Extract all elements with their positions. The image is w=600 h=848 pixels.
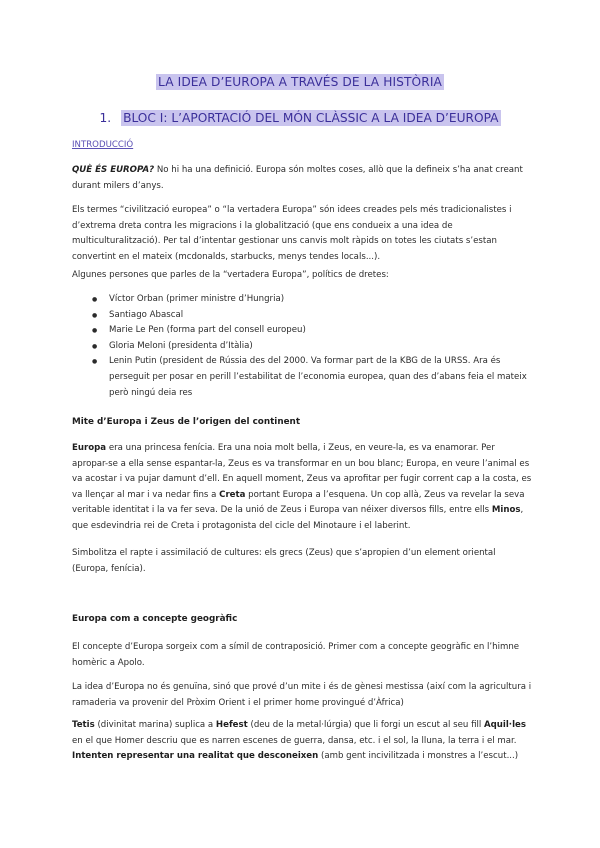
list-item: ● Santiago Abascal bbox=[92, 308, 532, 324]
myth-symbol-paragraph: Simbolitza el rapte i assimilació de cultures: els grecs (Zeus) que s’apropien d’un element oriental (Europa, fenícia). bbox=[72, 548, 496, 574]
section-geo-heading-block bbox=[72, 612, 532, 628]
bold-tetis: Tetis bbox=[72, 720, 95, 730]
politicians-list bbox=[92, 292, 532, 401]
bold-intenten: Intenten representar una realitat que desconeixen bbox=[72, 751, 319, 762]
myth-paragraph bbox=[72, 441, 532, 535]
subtitle: BLOC I: L’APORTACIÓ DEL MÓN CLÀSSIC A LA IDEA D’EUROPA bbox=[123, 111, 499, 125]
bold-creta: Creta bbox=[219, 489, 246, 500]
paragraph-1-text: No hi ha una definició. Europa són moltes coses, allò que la defineix s’ha anat creant durant milers d’anys. bbox=[72, 165, 523, 191]
myth-text-2: portant Europa a l’esquena. Un cop allà, Zeus va revelar la seva veritable identitat i la va fer seva. De la unió de Zeus i Europa van néixer diversos fills, entre ells bbox=[72, 489, 525, 516]
paragraph-1 bbox=[72, 163, 532, 194]
paragraph-2: Els termes “civilització europea” o “la vertadera Europa” són idees creades pels més tradicionalistes i d’extrema dreta contra les migracions i la globalització (que ens condueix a una idea de multiculturalització). Per tal d’intentar gestionar uns canvis molt ràpids on totes les ciutats s’estan convertint en el mateix (mcdonalds, starbucks, menys tendes locals...). bbox=[72, 205, 512, 262]
list-item: ● Marie Le Pen (forma part del consell europeu) bbox=[92, 323, 532, 339]
geo-text-3: en el que Homer descriu que es narren escenes de guerra, dansa, etc. i el sol, la lluna, la terra i el mar. bbox=[72, 735, 517, 746]
page-title: LA IDEA D’EUROPA A TRAVÉS DE LA HISTÒRIA bbox=[158, 75, 442, 89]
subtitle-number: 1. bbox=[99, 111, 112, 125]
myth-text-3: , que esdevindria rei de Creta i protagonista del cicle del Minotaure i el laberint. bbox=[72, 505, 524, 531]
subtitle-block bbox=[0, 107, 600, 126]
list-item: ● Gloria Meloni (presidenta d’Itàlia) bbox=[92, 339, 532, 355]
geo-text-4: (amb gent incivilitzada i monstres a l’escut...) bbox=[318, 751, 519, 762]
section-heading-myth: Mite d’Europa i Zeus de l’origen del continent bbox=[72, 417, 301, 427]
myth-text-1: era una princesa fenícia. Era una noia molt bella, i Zeus, en veure-la, es va enamorar. Per apropar-se a ella sense espantar-la, Zeus es va transformar en un bou blanc; Europa, en veure l’animal es va acostar i va pujar damunt d’ell. En aquell moment, Zeus va aprofitar per fugir corrent cap a la costa, es va llençar al mar i va nedar fins a bbox=[72, 443, 532, 500]
bold-hefest: Hefest bbox=[215, 720, 248, 730]
bold-europa: Europa bbox=[72, 443, 107, 453]
intro-heading: INTRODUCCIÓ bbox=[72, 140, 134, 150]
section-heading-geography: Europa com a concepte geogràfic bbox=[72, 614, 238, 624]
list-item: ● Víctor Orban (primer ministre d’Hungria) bbox=[92, 292, 532, 308]
geo-paragraph-3 bbox=[72, 718, 532, 765]
geo-paragraph-2: La idea d’Europa no és genuïna, sinó que prové d’un mite i és de gènesi mestissa (així com la agricultura i ramaderia va provenir del Pròxim Orient i el primer home provingué d’Àfrica) bbox=[72, 682, 532, 708]
intro-heading-block bbox=[72, 138, 532, 154]
bold-aquilles: Aquil·les bbox=[484, 720, 526, 730]
paragraph-3: Algunes persones que parles de la “vertadera Europa”, polítics de dretes: bbox=[72, 270, 389, 280]
list-item: ● Lenin Putin (president de Rússia des del 2000. Va formar part de la KBG de la URSS. Ara és perseguit per posar en perill l’estabilitat de l’economia europea, quan des d’abans feia el mateix però ningú deia res bbox=[92, 354, 532, 401]
geo-paragraph-1: El concepte d’Europa sorgeix com a símil de contraposició. Primer com a concepte geogràfic en l’himne homèric a Apolo. bbox=[72, 642, 520, 668]
geo-text-1: (divinitat marina) suplica a bbox=[94, 720, 216, 730]
title-block bbox=[0, 71, 600, 90]
section-myth-heading-block bbox=[72, 415, 532, 431]
bold-minos: Minos bbox=[491, 505, 521, 516]
geo-text-2: (deu de la metal·lúrgia) que li forgi un escut al seu fill bbox=[247, 720, 484, 730]
question-bold: QUÈ ÉS EUROPA? bbox=[72, 165, 155, 175]
